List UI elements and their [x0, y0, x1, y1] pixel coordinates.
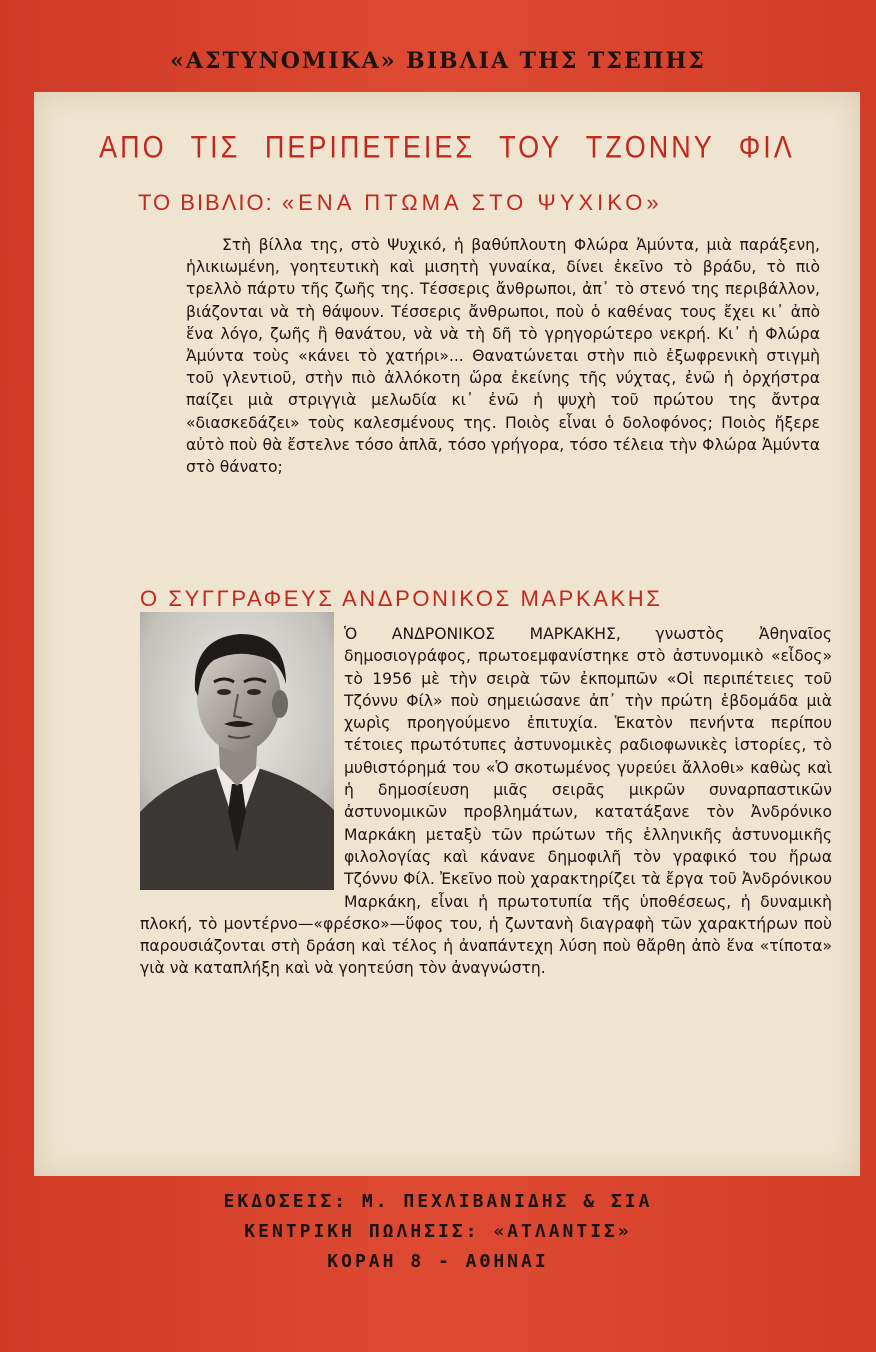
distributor-line: ΚΕΝΤΡΙΚΗ ΠΩΛΗΣΙΣ: «ΑΤΛΑΝΤΙΣ»: [244, 1221, 632, 1242]
book-heading: [138, 190, 838, 216]
photo-wrap-spacer: [140, 623, 344, 909]
author-name-lead: Ὁ ΑΝΔΡΟΝΙΚΟΣ ΜΑΡΚΑΚΗΣ,: [344, 625, 621, 643]
book-title: «ΕΝΑ ΠΤΩΜΑ ΣΤΟ ΨΥΧΙΚΟ»: [281, 190, 663, 215]
author-bio-text: γνωστὸς Ἀθηναῖος δημοσιογράφος, πρωτοεμφανίστηκε στὸ ἀστυνομικὸ «εἶδος» τὸ 1956 μὲ τὴν σειρὰ τῶν ἐκπομπῶν «Οἱ περιπέτειες τοῦ Τζόννυ Φίλ» ποὺ σημειώσανε ἀπ᾽ τὴν πρώτη ἑβδομάδα μιὰ χωρὶς προηγούμενο ἐπιτυχία. Ἑκατὸν πενήντα περίπου τέτοιες πρωτότυπες ἀστυνομικὲς ραδιοφωνικὲς ἱστορίες, τὸ μυθιστόρημά του «Ὁ σκοτωμένος γυρεύει ἄλλοθι» καθὼς καὶ ἡ δημοσίευση μιᾶς σειρᾶς μικρῶν συναρπαστικῶν ἀστυνομικῶν προβλημάτων, κατατάξανε τὸν Ἀνδρόνικο Μαρκάκη μεταξὺ τῶν πρώτων τῆς ἑλληνικῆς ἀστυνομικῆς φιλολογίας καὶ κάνανε δημοφιλῆ τὸν γραφικό του ἥρωα Τζόννυ Φίλ. Ἐκεῖνο ποὺ χαρακτηρίζει τὰ ἔργα τοῦ Ἀνδρόνικου Μαρκάκη, εἶναι ἡ πρωτοτυπία τῆς ὑποθέσεως, ἡ δυναμικὴ πλοκή, τὸ μοντέρνο—«φρέσκο»—ὕφος του, ἡ ζωντανὴ διαγραφὴ τῶν χαρακτήρων ποὺ παρουσιάζονται στὴ δράση καὶ τέλος ἡ ἀναπάντεχη λύση ποὺ θἄρθη ἀπὸ ἕνα «τίποτα» γιὰ νὰ καταπλήξη καὶ νὰ γοητεύση τὸν ἀναγνώστη.: [140, 625, 832, 978]
book-heading-prefix: ΤΟ ΒΙΒΛΙΟ:: [138, 190, 274, 215]
author-biography: [140, 623, 832, 980]
publisher-line: ΕΚΔΟΣΕΙΣ: Μ. ΠΕΧΛΙΒΑΝΙΔΗΣ & ΣΙΑ: [223, 1191, 653, 1212]
synopsis-paragraph: Στὴ βίλλα της, στὸ Ψυχικό, ἡ βαθύπλουτη Φλώρα Ἀμύντα, μιὰ παράξενη, ἡλικιωμένη, γοητευτικὴ καὶ μισητὴ γυναίκα, δίνει ἐκεῖνο τὸ βράδυ, τὸ πιὸ τρελλὸ πάρτυ τῆς ζωῆς της. Τέσσερις ἄνθρωποι, ἀπ᾽ τὸ στενό της περιβάλλον, βιάζονται νὰ τὴ θάψουν. Τέσσερις ἄνθρωποι, ποὺ ὁ καθένας τους ἔχει κι᾽ ἀπὸ ἕνα λόγο, ζωῆς ἢ θανάτου, νὰ νὰ τὴ δῆ τὸ γρηγορώτερο νεκρή. Κι᾽ ἡ Φλώρα Ἀμύντα τοὺς «κάνει τὸ χατήρι»... Θανατώνεται στὴν πιὸ ἐξωφρενικὴ στιγμὴ τοῦ γλεντιοῦ, στὴν πιὸ ἀλλόκοτη ὥρα ἐκείνης τῆς νύχτας, ἐνῶ ἡ ὀρχήστρα παίζει μιὰ στριγγιὰ μελωδία κι᾽ ἐνῶ ἡ ψυχὴ τοῦ πρώτου της ἄντρα «διασκεδάζει» τοὺς καλεσμένους της. Ποιὸς εἶναι ὁ δολοφόνος; Ποιὸς ἤξερε αὐτὸ ποὺ θὰ ἔστελνε τόσο ἁπλᾶ, τόσο γρήγορα, τόσο τέλεια τὴν Φλώρα Ἀμύντα στὸ θάνατο;: [186, 236, 820, 477]
publisher-imprint: [0, 1187, 876, 1277]
text-panel: [34, 92, 860, 1176]
series-banner: «ΑΣΤΥΝΟΜΙΚΑ» ΒΙΒΛΙΑ ΤΗΣ ΤΣΕΠΗΣ: [170, 48, 706, 74]
author-heading: Ο ΣΥΓΓΡΑΦΕΥΣ ΑΝΔΡΟΝΙΚΟΣ ΜΑΡΚΑΚΗΣ: [140, 586, 663, 611]
series-heading: ΑΠΟ ΤΙΣ ΠΕΡΙΠΕΤΕΙΕΣ ΤΟΥ ΤΖΟΝΝΥ ΦΙΛ: [99, 129, 795, 165]
address-line: ΚΟΡΑΗ 8 - ΑΘΗΝΑΙ: [327, 1251, 549, 1272]
